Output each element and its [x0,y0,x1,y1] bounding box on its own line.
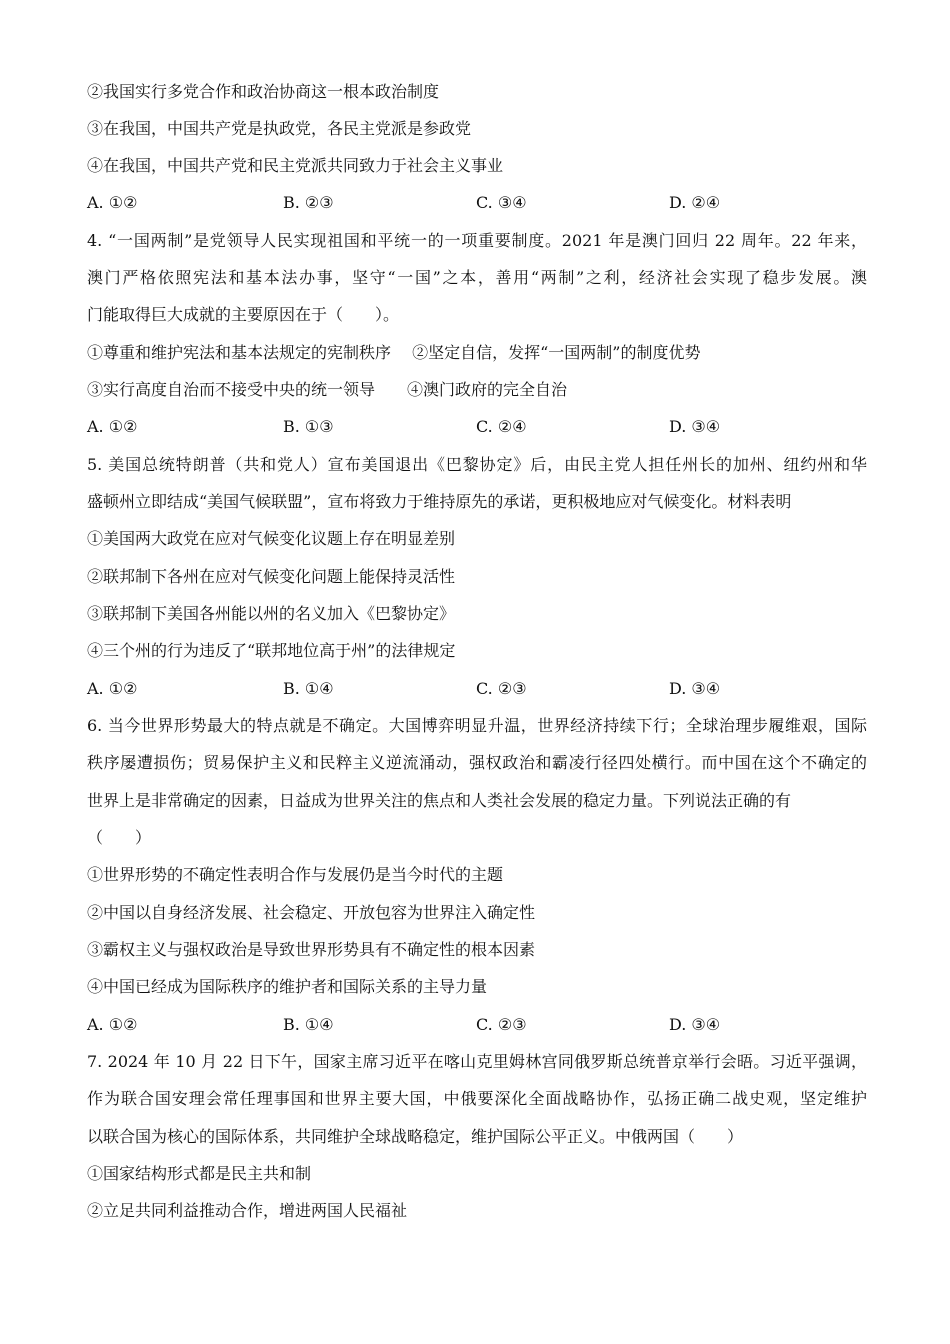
q4-stem-line-3: 门能取得巨大成就的主要原因在于（ ）。 [87,305,400,324]
q3-option-a: A. ①② [87,193,138,212]
q6-stem-line-1: 6. 当今世界形势最大的特点就是不确定。大国博弈明显升温，世界经济持续下行；全球治理步履维艰，国际 [87,716,867,735]
q4-option-a: A. ①② [87,417,138,436]
q5-statement-1: ①美国两大政党在应对气候变化议题上存在明显差别 [87,529,456,548]
q6-statement-1: ①世界形势的不确定性表明合作与发展仍是当今时代的主题 [87,865,504,884]
q6-stem-line-3: 世界上是非常确定的因素，日益成为世界关注的焦点和人类社会发展的稳定力量。下列说法正确的有 [87,791,792,810]
q6-statement-2: ②中国以自身经济发展、社会稳定、开放包容为世界注入确定性 [87,903,536,922]
q4-option-b: B. ①③ [283,417,334,436]
q3-options [87,191,867,215]
q5-option-d: D. ③④ [669,679,721,698]
q3-option-d: D. ②④ [669,193,721,212]
q6-stem-line-2: 秩序屡遭损伤；贸易保护主义和民粹主义逆流涌动，强权政治和霸凌行径四处横行。而中国在这个不确定的 [87,753,867,772]
q5-statement-2: ②联邦制下各州在应对气候变化问题上能保持灵活性 [87,567,456,586]
q4-statements-1-2: ①尊重和维护宪法和基本法规定的宪制秩序 ②坚定自信，发挥“一国两制”的制度优势 [87,343,701,362]
q4-stem-line-1: 4. “一国两制”是党领导人民实现祖国和平统一的一项重要制度。2021 年是澳门回归 22 周年。22 年来， [87,231,867,250]
q5-stem-line-2: 盛顿州立即结成“美国气候联盟”，宣布将致力于维持原先的承诺，更积极地应对气候变化。材料表明 [87,492,792,511]
q5-option-c: C. ②③ [476,679,527,698]
q6-stem-line-4: （ ） [87,828,152,847]
q5-option-b: B. ①④ [283,679,334,698]
q7-stem-line-2: 作为联合国安理会常任理事国和世界主要大国，中俄要深化全面战略协作，弘扬正确二战史观，坚定维护 [87,1089,867,1108]
q7-statement-1: ①国家结构形式都是民主共和制 [87,1164,312,1183]
q3-statement-3: ③在我国，中国共产党是执政党，各民主党派是参政党 [87,119,472,138]
q5-stem-line-1: 5. 美国总统特朗普（共和党人）宣布美国退出《巴黎协定》后，由民主党人担任州长的加州、纽约州和华 [87,455,867,474]
q4-option-c: C. ②④ [476,417,527,436]
q6-statement-4: ④中国已经成为国际秩序的维护者和国际关系的主导力量 [87,977,488,996]
q7-stem-line-1: 7. 2024 年 10 月 22 日下午，国家主席习近平在喀山克里姆林宫同俄罗斯总统普京举行会晤。习近平强调， [87,1052,867,1071]
q4-statements-3-4: ③实行高度自治而不接受中央的统一领导 ④澳门政府的完全自治 [87,380,568,399]
q6-option-c: C. ②③ [476,1015,527,1034]
q5-statement-3: ③联邦制下美国各州能以州的名义加入《巴黎协定》 [87,604,456,623]
q6-option-a: A. ①② [87,1015,138,1034]
q6-option-b: B. ①④ [283,1015,334,1034]
q4-options [87,415,867,439]
q7-statement-2: ②立足共同利益推动合作，增进两国人民福祉 [87,1201,408,1220]
q3-statement-2: ②我国实行多党合作和政治协商这一根本政治制度 [87,82,440,101]
q7-stem-line-3: 以联合国为核心的国际体系，共同维护全球战略稳定，维护国际公平正义。中俄两国（ ） [87,1127,744,1146]
q5-option-a: A. ①② [87,679,138,698]
q6-options [87,1013,867,1037]
q3-option-c: C. ③④ [476,193,527,212]
q5-statement-4: ④三个州的行为违反了“联邦地位高于州”的法律规定 [87,641,456,660]
q5-options [87,677,867,701]
q3-statement-4: ④在我国，中国共产党和民主党派共同致力于社会主义事业 [87,156,504,175]
q4-stem-line-2: 澳门严格依照宪法和基本法办事，坚守“一国”之本，善用“两制”之利，经济社会实现了稳步发展。澳 [87,268,867,287]
q4-option-d: D. ③④ [669,417,721,436]
q3-option-b: B. ②③ [283,193,334,212]
q6-statement-3: ③霸权主义与强权政治是导致世界形势具有不确定性的根本因素 [87,940,536,959]
q6-option-d: D. ③④ [669,1015,721,1034]
